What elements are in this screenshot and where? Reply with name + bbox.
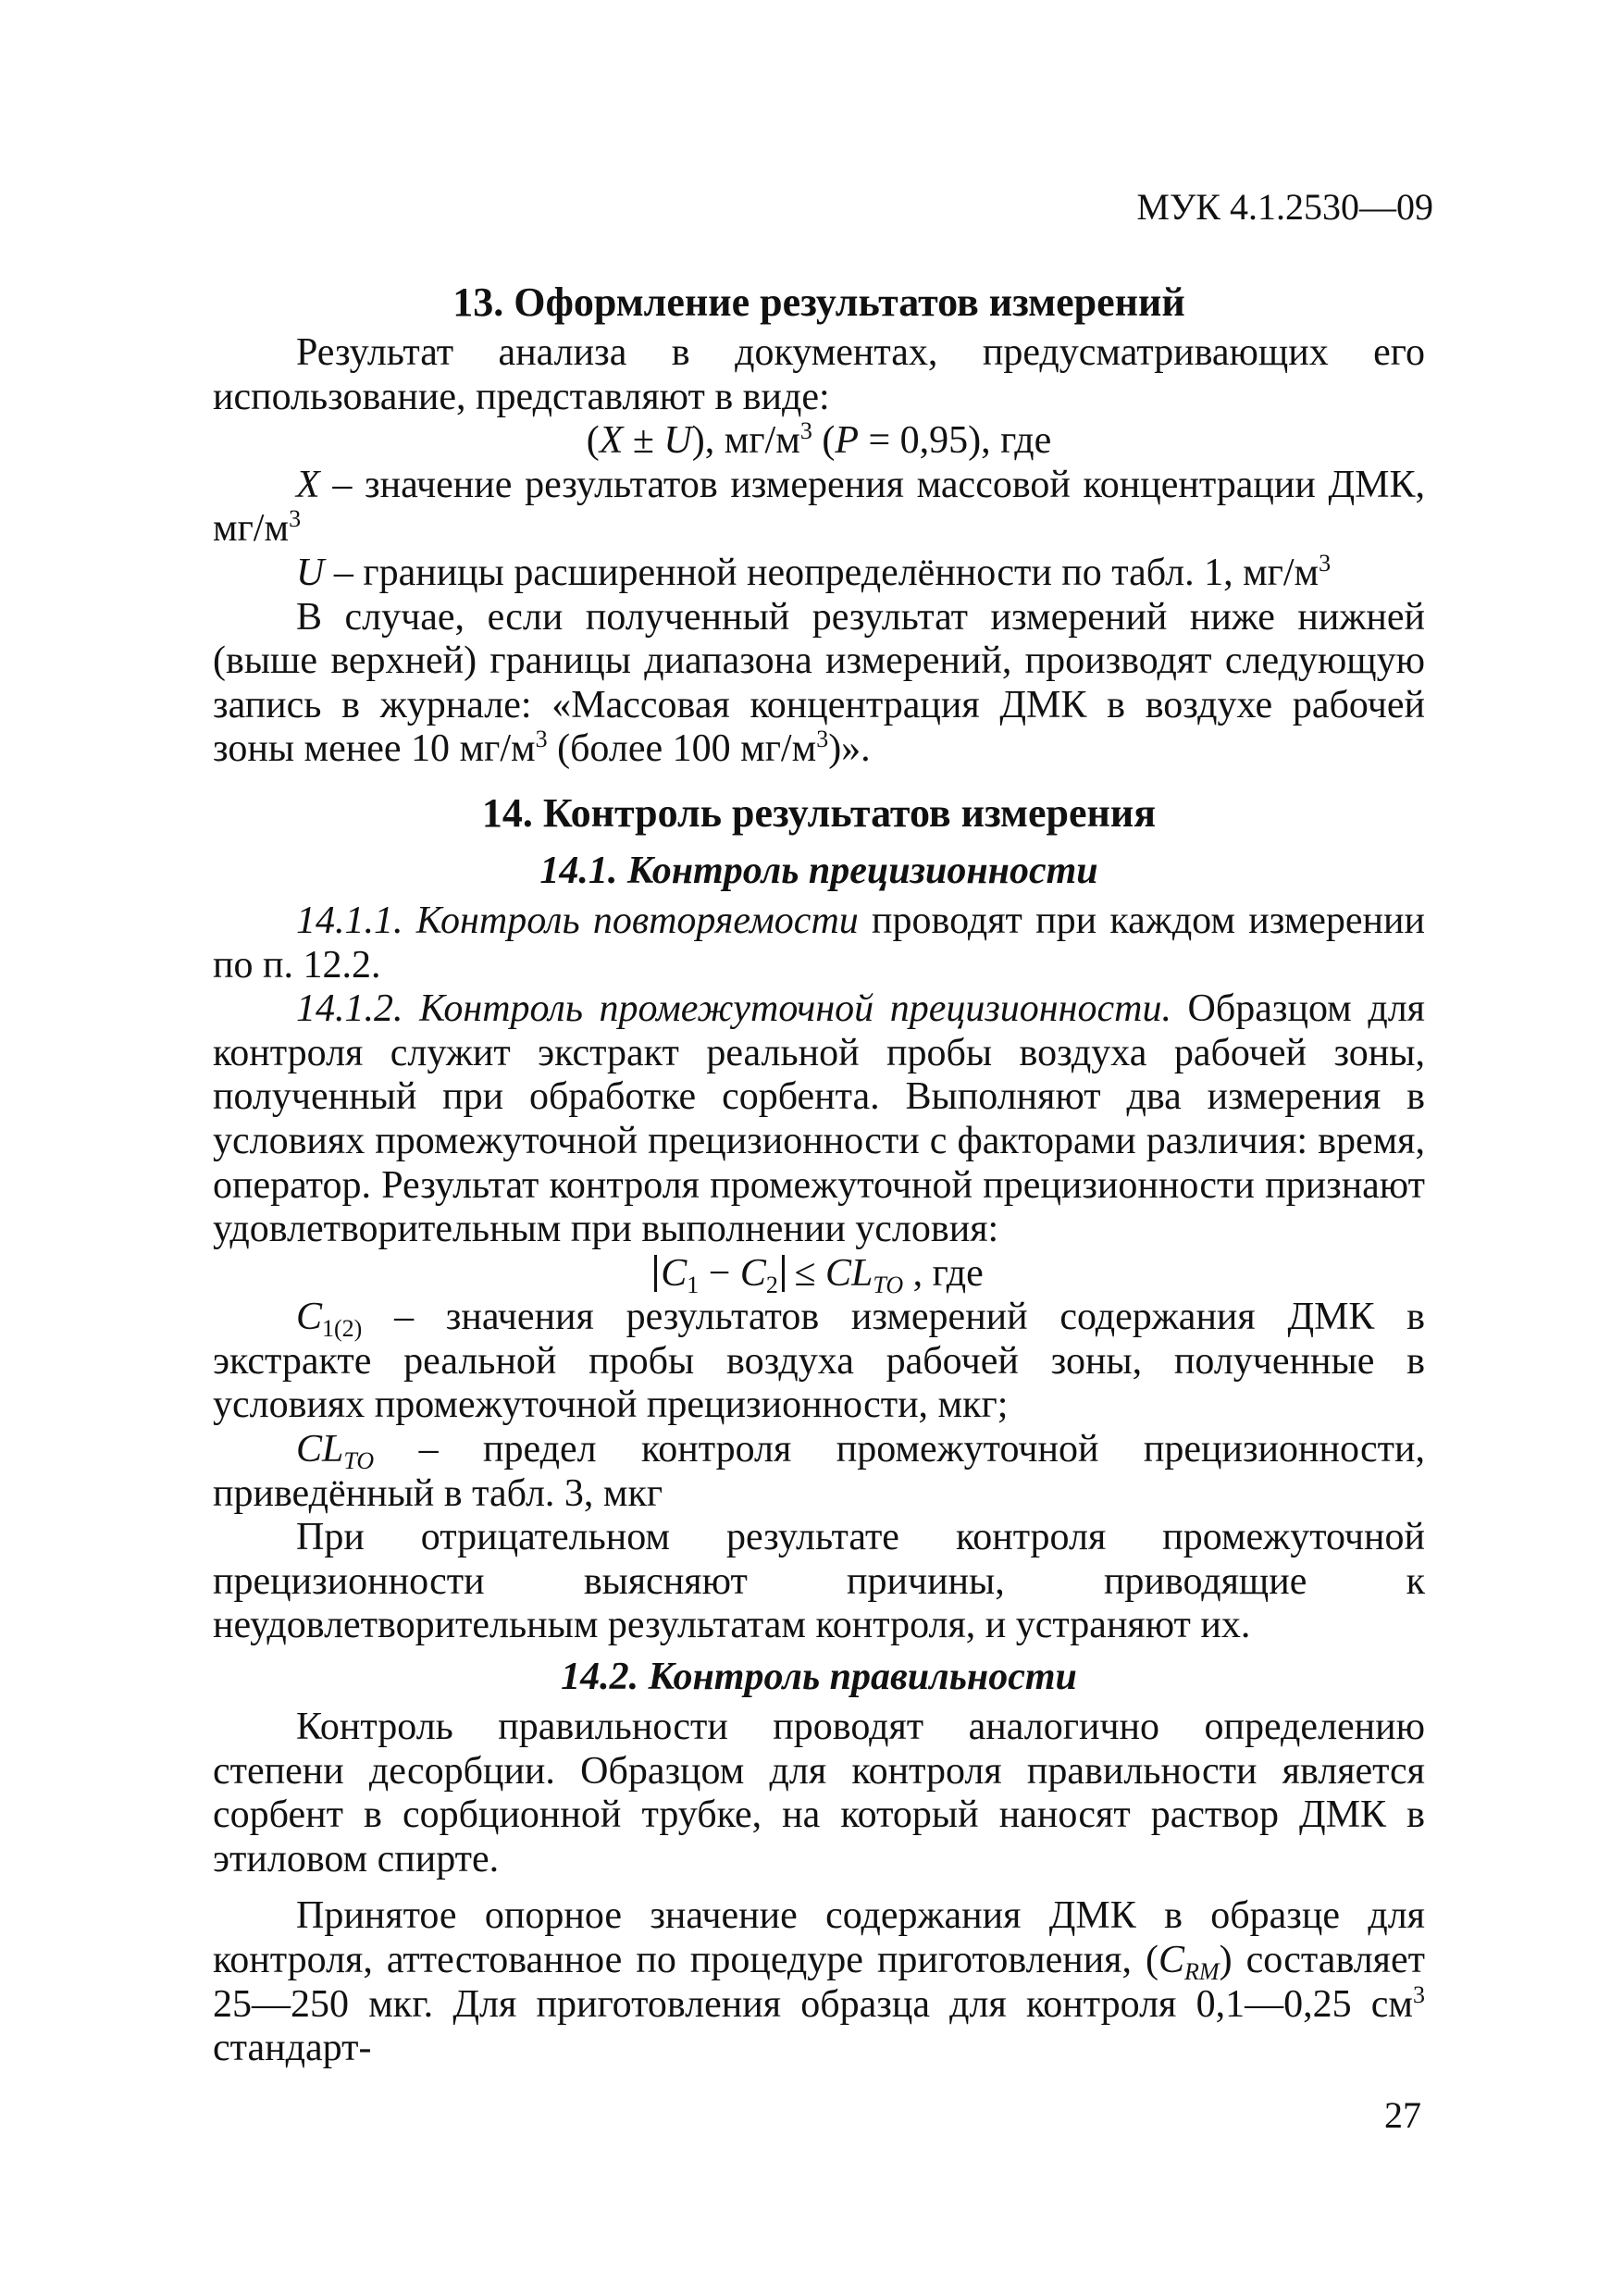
paragraph-text: Образцом для контроля служит экстракт реальной пробы воздуха рабочей зоны, полученный при обработке сорбента. Выполняют два измерения в условиях промежуточной прецизионности с факторами различия: время, оператор. Результат контроля промежуточной прецизионности признают удовлетворительным при выполнении условия:: [213, 987, 1425, 1251]
result-formula: [213, 419, 1425, 464]
symbol-c: C: [661, 1251, 688, 1295]
formula-text: −: [699, 1251, 740, 1295]
formula-text: ±: [623, 419, 664, 463]
symbol: CL: [296, 1428, 344, 1471]
superscript: 3: [1413, 1980, 1425, 2008]
subsection-14-1-title: 14.1. Контроль прецизионности: [539, 849, 1098, 892]
subscript: 1(2): [322, 1315, 363, 1343]
superscript: 3: [1319, 549, 1332, 577]
running-header: МУК 4.1.2530—09: [1136, 186, 1433, 228]
subsection-14-2-title: 14.2. Контроль правильности: [561, 1656, 1077, 1699]
formula-text: ), мг/м: [691, 419, 800, 463]
paragraph-negative-result: При отрицательном результате контроля промежуточной прецизионности выясняют причины, приводящие к неудовлетворительным результатам контроля, и устраняют их.: [213, 1516, 1425, 1647]
formula-symbol-x: X: [599, 419, 624, 463]
symbol: C: [1158, 1939, 1185, 1981]
subscript: 2: [765, 1271, 778, 1298]
definition-cl: [213, 1428, 1425, 1516]
formula-text: (: [586, 419, 600, 463]
paragraph-14-1-2: [213, 987, 1425, 1252]
definition-text: – предел контроля промежуточной прецизионности, приведённый в табл. 3, мкг: [213, 1428, 1425, 1515]
page-body: [213, 274, 1425, 2071]
paragraph-text: Принятое опорное значение содержания ДМК в образце для контроля, аттестованное по процедуре приготовления, (: [213, 1894, 1425, 1981]
clause-heading: 14.1.2. Контроль промежуточной прецизионности.: [296, 987, 1171, 1031]
formula-text: (: [812, 419, 836, 463]
symbol-c: C: [739, 1251, 766, 1295]
definition-text: – границы расширенной неопределённости по табл. 1, мг/м: [324, 551, 1319, 594]
section-13-title: 13. Оформление результатов измерений: [452, 279, 1185, 325]
formula-symbol-p: P: [835, 419, 859, 463]
definition-c: [213, 1296, 1425, 1428]
paragraph-text: ) составляет 25—250 мкг. Для приготовления образца для контроля 0,1—0,25 см: [213, 1939, 1425, 2026]
paragraph-trueness-2: [213, 1894, 1425, 2070]
superscript: 3: [289, 505, 302, 533]
symbol-cl: CL: [824, 1251, 873, 1295]
formula-superscript: 3: [799, 417, 812, 445]
paragraph-14-1-1: [213, 900, 1425, 987]
formula-text: = 0,95), где: [858, 419, 1052, 463]
paragraph-text: В случае, если полученный результат измерений ниже нижней (выше верхней) границы диапазона измерений, производят следующую запись в журнале: «Массовая концентрация ДМК в воздухе рабочей зоны менее 10 мг/м: [213, 595, 1425, 771]
definition-x: [213, 464, 1425, 552]
symbol: X: [296, 463, 320, 506]
precision-condition-formula: [213, 1252, 1425, 1297]
definition-text: – значение результатов измерения массовой концентрации ДМК, мг/м: [213, 463, 1425, 551]
definition-u: [213, 549, 1425, 596]
page-number: 27: [1384, 2094, 1421, 2136]
formula-text: , где: [903, 1251, 984, 1295]
symbol: C: [296, 1296, 323, 1339]
paragraph-text: стандарт-: [213, 2027, 372, 2070]
paragraph-out-of-range: [213, 596, 1425, 772]
section-14-title: 14. Контроль результатов измерения: [481, 789, 1157, 836]
paragraph-trueness-1: Контроль правильности проводят аналогично определению степени десорбции. Образцом для контроля правильности является сорбент в сорбционной трубке, на который наносят раствор ДМК в этиловом спирте.: [213, 1706, 1425, 1880]
formula-text: ≤: [784, 1251, 825, 1295]
subscript: ΤΟ: [873, 1271, 904, 1298]
superscript: 3: [535, 726, 548, 753]
subscript: 1: [687, 1271, 700, 1298]
paragraph-text: (более 100 мг/м: [547, 727, 817, 771]
clause-heading: 14.1.1. Контроль повторяемости: [296, 899, 859, 942]
symbol: U: [296, 551, 325, 594]
subscript: RM: [1184, 1958, 1220, 1985]
absolute-value: [654, 1251, 785, 1298]
definition-text: – значения результатов измерений содержания ДМК в экстракте реальной пробы воздуха рабочей зоны, полученные в условиях промежуточной прецизионности, мкг;: [213, 1296, 1425, 1427]
subscript: TO: [343, 1447, 375, 1475]
paragraph-text: проводят при каждом измерении по п. 12.2.: [213, 899, 1425, 987]
superscript: 3: [816, 726, 829, 753]
paragraph-result-form: Результат анализа в документах, предусматривающих его использование, представляют в виде:: [213, 331, 1425, 418]
paragraph-text: )».: [828, 727, 871, 771]
formula-symbol-u: U: [663, 419, 692, 463]
